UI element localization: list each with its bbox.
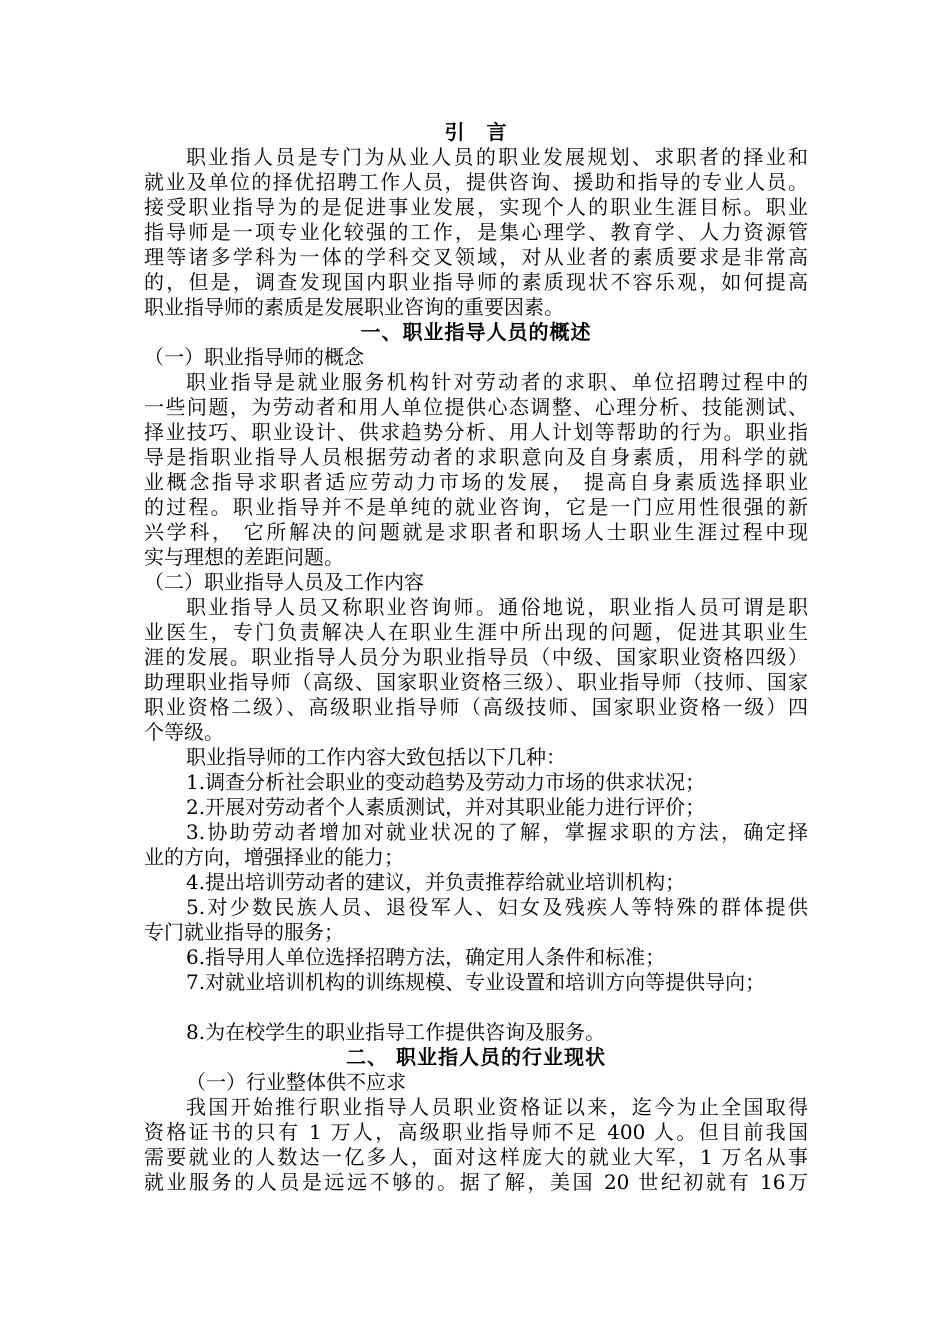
intro-line: 就业及单位的择优招聘工作人员，提供咨询、援助和指导的专业人员。 (144, 170, 808, 194)
paragraph-line: 一些问题，为劳动者和用人单位提供心态调整、心理分析、技能测试、 (144, 395, 808, 419)
paragraph-line: 业医生，专门负责解决人在职业生涯中所出现的问题，促进其职业生 (144, 620, 808, 644)
paragraph-line: 需要就业的人数达一亿多人，面对这样庞大的就业大军，1 万名从事 (144, 1145, 808, 1169)
paragraph-line: 我国开始推行职业指导人员职业资格证以来，迄今为止全国取得 (186, 1095, 808, 1119)
paragraph-line: 职业指导人员又称职业咨询师。通俗地说，职业指人员可谓是职 (186, 595, 808, 619)
list-item: 3.协助劳动者增加对就业状况的了解，掌握求职的方法，确定择 (186, 820, 808, 844)
paragraph-line: 就业服务的人员是远远不够的。据了解，美国 20 世纪初就有 16万 (144, 1170, 808, 1194)
paragraph-line: 业概念指导求职者适应劳动力市场的发展， 提高自身素质选择职业 (144, 470, 808, 494)
list-item: 1.调查分析社会职业的变动趋势及劳动力市场的供求状况； (186, 770, 706, 794)
blank-line (144, 995, 808, 1020)
intro-line: 理等诸多学科为一体的学科交叉领域，对从业者的素质要求是非常高 (144, 245, 808, 269)
paragraph-line: 兴学科， 它所解决的问题就是求职者和职场人士职业生涯过程中现 (144, 520, 808, 544)
paragraph-line: 择业技巧、职业设计、供求趋势分析、用人计划等帮助的行为。职业指 (144, 420, 808, 444)
list-item: 2.开展对劳动者个人素质测试，并对其职业能力进行评价； (186, 795, 706, 819)
paragraph-line: 资格证书的只有 1 万人，高级职业指导师不足 400 人。但目前我国 (144, 1120, 808, 1144)
subsection-heading-1-1: （一）职业指导师的概念 (144, 345, 364, 369)
subsection-heading-2-1: （一）行业整体供不应求 (186, 1070, 406, 1094)
list-item-continuation: 业的方向，增强择业的能力； (144, 845, 404, 869)
subsection-heading-1-2: （二）职业指导人员及工作内容 (144, 570, 424, 594)
paragraph-line: 实与理想的差距问题。 (144, 545, 344, 569)
staff-paragraph (144, 595, 808, 745)
paragraph-line: 职业资格二级）、高级职业指导师（高级技师、国家职业资格一级）四 (144, 695, 808, 719)
document-title: 引 言 (444, 120, 508, 144)
paragraph-line: 职业指导是就业服务机构针对劳动者的求职、单位招聘过程中的 (186, 370, 808, 394)
paragraph-line: 涯的发展。职业指导人员分为职业指导员（中级、国家职业资格四级） (144, 645, 808, 669)
paragraph-line: 助理职业指导师（高级、国家职业资格三级）、职业指导师（技师、国家 (144, 670, 808, 694)
intro-paragraph (144, 145, 808, 320)
work-content-intro: 职业指导师的工作内容大致包括以下几种： (186, 745, 566, 769)
paragraph-line: 的过程。职业指导并不是单纯的就业咨询，它是一门应用性很强的新 (144, 495, 808, 519)
paragraph-line: 个等级。 (144, 720, 224, 744)
list-item: 8.为在校学生的职业指导工作提供咨询及服务。 (186, 1020, 606, 1044)
list-item: 4.提出培训劳动者的建议，并负责推荐给就业培训机构； (186, 870, 686, 894)
section-heading-2: 二、 职业指人员的行业现状 (346, 1045, 606, 1069)
section-heading-1: 一、职业指导人员的概述 (360, 320, 592, 344)
list-item: 6.指导用人单位选择招聘方法，确定用人条件和标准； (186, 945, 666, 969)
intro-line: 职业指人员是专门为从业人员的职业发展规划、求职者的择业和 (186, 145, 808, 169)
intro-line: 指导师是一项专业化较强的工作，是集心理学、教育学、人力资源管 (144, 220, 808, 244)
list-item: 5.对少数民族人员、退役军人、妇女及残疾人等特殊的群体提供 (186, 895, 808, 919)
intro-line: 的，但是，调查发现国内职业指导师的素质现状不容乐观，如何提高 (144, 270, 808, 294)
document-page (144, 120, 808, 1195)
intro-line: 职业指导师的素质是发展职业咨询的重要因素。 (144, 295, 564, 319)
paragraph-line: 导是指职业指导人员根据劳动者的求职意向及自身素质，用科学的就 (144, 445, 808, 469)
intro-line: 接受职业指导为的是促进事业发展，实现个人的职业生涯目标。职业 (144, 195, 808, 219)
concept-paragraph (144, 370, 808, 570)
industry-paragraph (144, 1095, 808, 1195)
list-item: 7.对就业培训机构的训练规模、专业设置和培训方向等提供导向； (186, 970, 766, 994)
work-content-list (144, 770, 808, 1045)
list-item-continuation: 专门就业指导的服务； (144, 920, 344, 944)
